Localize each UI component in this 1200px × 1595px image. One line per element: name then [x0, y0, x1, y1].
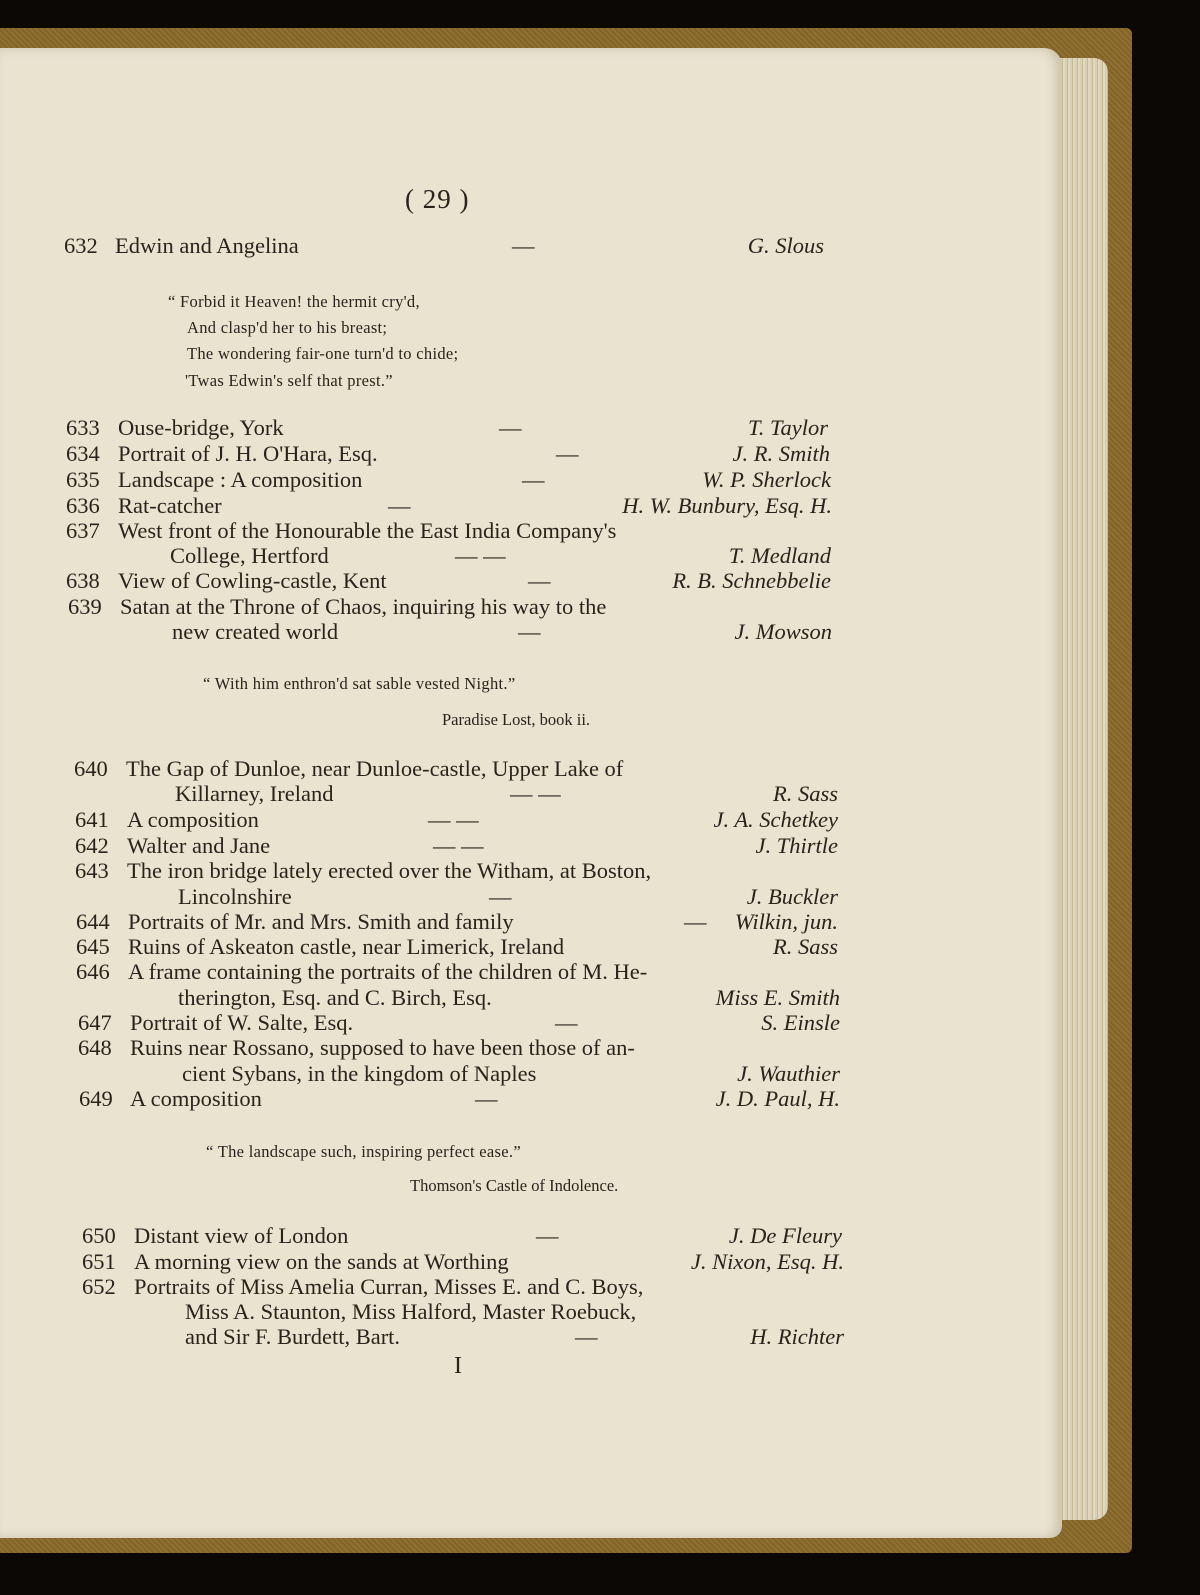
entry-dash: — —: [428, 807, 479, 832]
entry-title-continuation: Killarney, Ireland: [175, 781, 334, 806]
entry-dash: — —: [455, 543, 506, 568]
entry-number: 646: [76, 959, 110, 984]
entry-artist: R. B. Schnebbelie: [672, 568, 831, 593]
quote-line: “ The landscape such, inspiring perfect ease.”: [206, 1142, 521, 1161]
entry-artist: R. Sass: [772, 934, 838, 959]
entry-title: A composition: [127, 807, 259, 832]
quote-line: “ Forbid it Heaven! the hermit cry'd,: [168, 292, 420, 311]
entry-artist: J. De Fleury: [728, 1223, 842, 1248]
entry-number: 632: [64, 233, 98, 258]
entry-number: 645: [76, 934, 110, 959]
entry-number: 635: [66, 467, 100, 492]
entry-dash: —: [518, 619, 541, 644]
entry-dash: —: [575, 1324, 598, 1349]
entry-artist: J. A. Schetkey: [713, 807, 838, 832]
entry-number: 639: [68, 594, 102, 619]
entry-artist: R. Sass: [772, 781, 838, 806]
entry-number: 636: [66, 493, 100, 518]
entry-number: 652: [82, 1274, 116, 1299]
entry-number: 649: [79, 1086, 113, 1111]
entry-title-continuation: Miss A. Staunton, Miss Halford, Master Roebuck,: [185, 1299, 637, 1324]
entry-number: 634: [66, 441, 100, 466]
page-number: ( 29 ): [405, 184, 470, 214]
catalogue-page: [0, 48, 1062, 1538]
entry-title: Ouse-bridge, York: [118, 415, 284, 440]
entry-artist: Miss E. Smith: [715, 985, 840, 1010]
entry-artist: J. D. Paul, H.: [715, 1086, 840, 1111]
entry-number: 640: [74, 756, 108, 781]
entry-number: 647: [78, 1010, 112, 1035]
entry-dash: —: [555, 1010, 578, 1035]
entry-artist: H. W. Bunbury, Esq. H.: [622, 493, 832, 518]
entry-dash: —: [684, 909, 707, 934]
entry-title: The Gap of Dunloe, near Dunloe-castle, Upper Lake of: [126, 756, 624, 781]
entry-title: Portraits of Miss Amelia Curran, Misses E. and C. Boys,: [134, 1274, 644, 1299]
entry-number: 633: [66, 415, 100, 440]
entry-title-continuation: new created world: [172, 619, 339, 644]
entry-artist: G. Slous: [747, 233, 824, 258]
entry-title: A composition: [130, 1086, 262, 1111]
entry-artist: J. Thirtle: [755, 833, 838, 858]
entry-artist: J. Buckler: [746, 884, 838, 909]
entry-number: 642: [75, 833, 109, 858]
entry-dash: —: [528, 568, 551, 593]
entry-dash: —: [475, 1086, 498, 1111]
entry-artist: T. Taylor: [747, 415, 828, 440]
entry-title-continuation: and Sir F. Burdett, Bart.: [185, 1324, 401, 1349]
entry-dash: — —: [510, 781, 561, 806]
entry-dash: —: [536, 1223, 559, 1248]
entry-title: Walter and Jane: [127, 833, 271, 858]
entry-artist: J. R. Smith: [732, 441, 830, 466]
entry-title: Landscape : A composition: [118, 467, 363, 492]
entry-title: A morning view on the sands at Worthing: [134, 1249, 509, 1274]
entry-artist: T. Medland: [728, 543, 831, 568]
entry-dash: —: [556, 441, 579, 466]
entry-title: Satan at the Throne of Chaos, inquiring his way to the: [120, 594, 607, 619]
entry-title-continuation: Lincolnshire: [178, 884, 292, 909]
entry-artist: W. P. Sherlock: [702, 467, 831, 492]
entry-artist: J. Mowson: [734, 619, 832, 644]
entry-artist: J. Nixon, Esq. H.: [690, 1249, 844, 1274]
entry-title: Ruins of Askeaton castle, near Limerick, Ireland: [128, 934, 565, 959]
entry-number: 638: [66, 568, 100, 593]
entry-title: View of Cowling-castle, Kent: [118, 568, 387, 593]
entry-dash: —: [499, 415, 522, 440]
entry-number: 637: [66, 518, 100, 543]
entry-number: 643: [75, 858, 109, 883]
entry-dash: —: [512, 233, 535, 258]
entry-title-continuation: College, Hertford: [170, 543, 329, 568]
entry-number: 644: [76, 909, 110, 934]
entry-number: 651: [82, 1249, 116, 1274]
signature-mark: I: [454, 1353, 462, 1379]
quote-source: Thomson's Castle of Indolence.: [410, 1176, 619, 1195]
entry-artist: H. Richter: [750, 1324, 844, 1349]
entry-title: Portraits of Mr. and Mrs. Smith and family: [128, 909, 514, 934]
entry-dash: — —: [433, 833, 484, 858]
quote-line: “ With him enthron'd sat sable vested Night.”: [203, 674, 516, 693]
entry-title: The iron bridge lately erected over the Witham, at Boston,: [127, 858, 652, 883]
entry-title-continuation: therington, Esq. and C. Birch, Esq.: [178, 985, 492, 1010]
entry-number: 650: [82, 1223, 116, 1248]
entry-dash: —: [489, 884, 512, 909]
quote-line: The wondering fair-one turn'd to chide;: [187, 344, 459, 363]
entry-title: West front of the Honourable the East India Company's: [118, 518, 617, 543]
entry-title: Edwin and Angelina: [115, 233, 299, 258]
entry-title: Distant view of London: [134, 1223, 349, 1248]
entry-artist: Wilkin, jun.: [734, 909, 838, 934]
entry-dash: —: [388, 493, 411, 518]
entry-artist: J. Wauthier: [737, 1061, 840, 1086]
entry-title-continuation: cient Sybans, in the kingdom of Naples: [182, 1061, 537, 1086]
quote-source: Paradise Lost, book ii.: [442, 710, 591, 729]
entry-number: 641: [75, 807, 109, 832]
entry-artist: S. Einsle: [761, 1010, 840, 1035]
entry-dash: —: [522, 467, 545, 492]
entry-title: Portrait of W. Salte, Esq.: [130, 1010, 354, 1035]
quote-line: And clasp'd her to his breast;: [187, 318, 388, 337]
entry-number: 648: [78, 1035, 112, 1060]
entry-title: A frame containing the portraits of the children of M. He-: [128, 959, 648, 984]
entry-title: Ruins near Rossano, supposed to have been those of an-: [130, 1035, 635, 1060]
quote-line: 'Twas Edwin's self that prest.”: [185, 371, 393, 390]
entry-title: Portrait of J. H. O'Hara, Esq.: [118, 441, 378, 466]
entry-title: Rat-catcher: [118, 493, 222, 518]
